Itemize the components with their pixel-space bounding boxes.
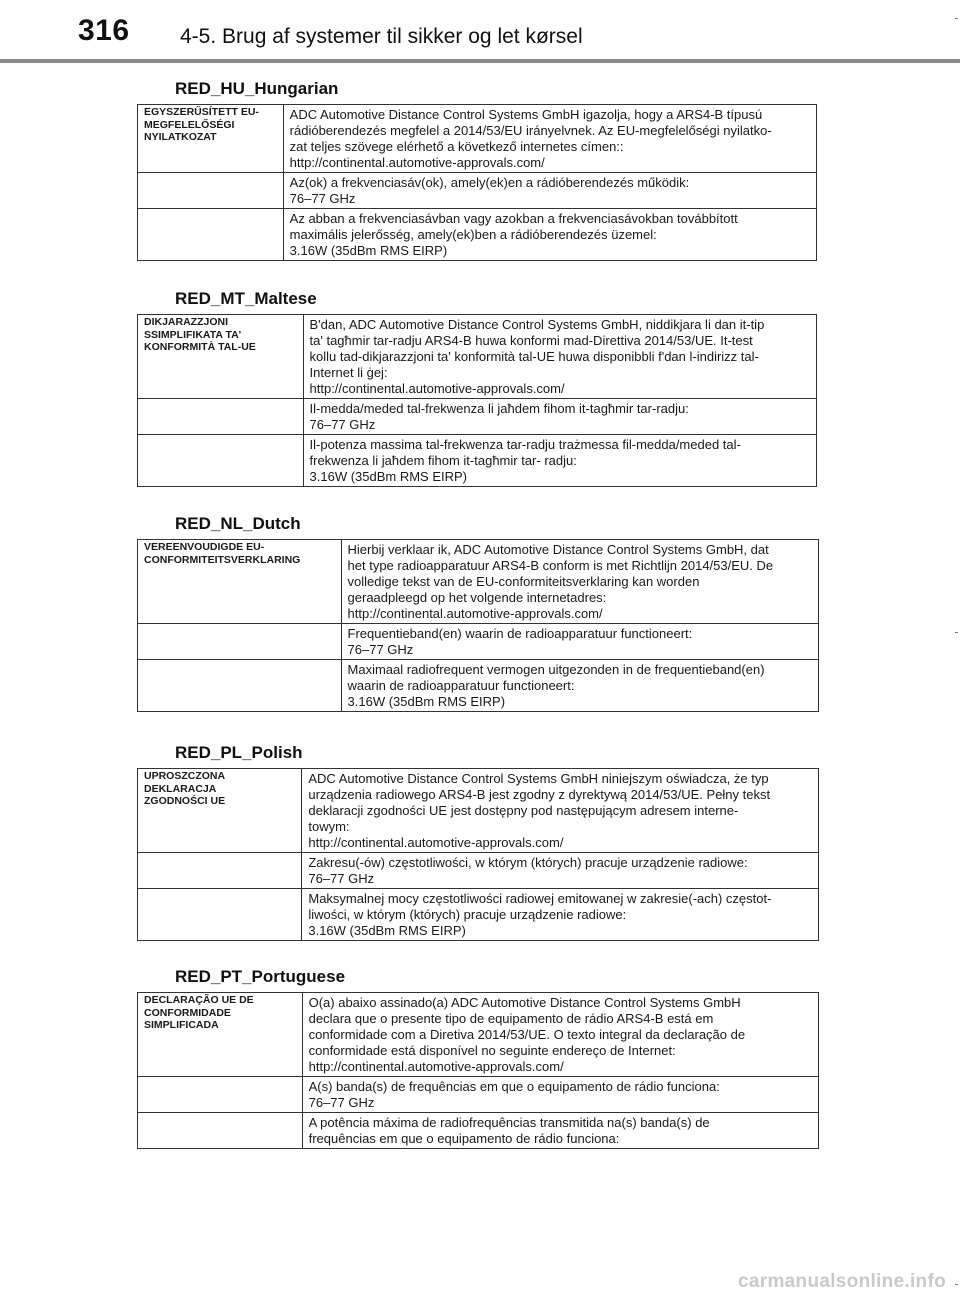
margin-tick bbox=[955, 632, 958, 633]
table-row bbox=[138, 1077, 819, 1113]
text-cell bbox=[283, 173, 816, 209]
text-line: A potência máxima de radiofrequências transmitida na(s) banda(s) de bbox=[308, 1115, 710, 1130]
text-line: Il-medda/meded tal-frekwenza li jaħdem fihom it-tagħmir tar-radju: bbox=[309, 401, 689, 416]
watermark: carmanualsonline.info bbox=[738, 1271, 946, 1292]
text-line: A(s) banda(s) de frequências em que o equipamento de rádio funciona: bbox=[308, 1079, 720, 1094]
table-row bbox=[138, 399, 817, 435]
url-text: http://continental.automotive-approvals.com/ bbox=[308, 835, 564, 850]
text-cell bbox=[341, 540, 818, 624]
empty-cell bbox=[138, 889, 302, 941]
power-value: 3.16W (35dBm RMS EIRP) bbox=[347, 694, 506, 709]
header-rule bbox=[0, 59, 960, 63]
text-line: volledige tekst van de EU-conformiteitsverklaring kan worden bbox=[347, 574, 700, 589]
empty-cell bbox=[138, 435, 304, 487]
text-line: zat teljes szövege elérhető a következő internetes címen:: bbox=[289, 139, 624, 154]
text-line: Hierbij verklaar ik, ADC Automotive Distance Control Systems GmbH, dat bbox=[347, 542, 769, 557]
label-cell bbox=[138, 315, 304, 399]
empty-cell bbox=[138, 853, 302, 889]
table-row bbox=[138, 540, 819, 624]
text-cell bbox=[302, 769, 819, 853]
margin-tick bbox=[955, 1284, 958, 1285]
table-row bbox=[138, 853, 819, 889]
table-row bbox=[138, 315, 817, 399]
label-cell bbox=[138, 540, 342, 624]
text-cell bbox=[302, 889, 819, 941]
label-line: ZGODNOŚCI UE bbox=[144, 795, 226, 807]
text-line: Maksymalnej mocy częstotliwości radiowej emitowanej w zakresie(-ach) częstot- bbox=[308, 891, 772, 906]
text-cell bbox=[302, 993, 818, 1077]
table-row bbox=[138, 889, 819, 941]
text-line: ADC Automotive Distance Control Systems GmbH niniejszym oświadcza, że typ bbox=[308, 771, 769, 786]
text-line: Az abban a frekvenciasávban vagy azokban a frekvenciasávokban továbbított bbox=[289, 211, 738, 226]
table-row bbox=[138, 660, 819, 712]
label-line: DEKLARACJA bbox=[144, 782, 217, 795]
declaration-table bbox=[137, 768, 819, 941]
label-line: VEREENVOUDIGDE EU- bbox=[144, 541, 265, 553]
text-line: Az(ok) a frekvenciasáv(ok), amely(ek)en a rádióberendezés működik: bbox=[289, 175, 690, 190]
section-heading: RED_NL_Dutch bbox=[175, 514, 301, 533]
text-line: frequências em que o equipamento de rádio funciona: bbox=[308, 1131, 620, 1146]
label-cell bbox=[138, 769, 302, 853]
label-line: EGYSZERŰSÍTETT EU- bbox=[144, 106, 259, 118]
empty-cell bbox=[138, 209, 284, 261]
text-line: waarin de radioapparatuur functioneert: bbox=[347, 678, 575, 693]
empty-cell bbox=[138, 1113, 303, 1149]
power-value: 3.16W (35dBm RMS EIRP) bbox=[289, 243, 448, 258]
label-line: DIKJARAZZJONI bbox=[144, 316, 229, 328]
table-row bbox=[138, 173, 817, 209]
text-line: maximális jelerősség, amely(ek)ben a rádióberendezés üzemel: bbox=[289, 227, 657, 242]
label-line: KONFORMITÀ TAL-UE bbox=[144, 341, 256, 353]
table-row bbox=[138, 1113, 819, 1149]
table-row bbox=[138, 435, 817, 487]
table-row bbox=[138, 993, 819, 1077]
label-line: SIMPLIFICADA bbox=[144, 1019, 219, 1031]
url-text: http://continental.automotive-approvals.com/ bbox=[308, 1059, 564, 1074]
label-line: UPROSZCZONA bbox=[144, 770, 226, 782]
text-line: Il-potenza massima tal-frekwenza tar-radju trażmessa fil-medda/meded tal- bbox=[309, 437, 741, 452]
text-cell bbox=[302, 853, 819, 889]
label-line: DECLARAÇÃO UE DE bbox=[144, 994, 254, 1006]
text-line: O(a) abaixo assinado(a) ADC Automotive Distance Control Systems GmbH bbox=[308, 995, 741, 1010]
text-line: rádióberendezés megfelel a 2014/53/EU irányelvnek. Az EU-megfelelőségi nyilatko- bbox=[289, 123, 772, 138]
frequency-value: 76–77 GHz bbox=[347, 642, 414, 657]
text-line: deklaracji zgodności UE jest dostępny pod następującym adresem interne- bbox=[308, 803, 739, 818]
text-cell bbox=[303, 399, 816, 435]
power-value: 3.16W (35dBm RMS EIRP) bbox=[309, 469, 468, 484]
url-text: http://continental.automotive-approvals.com/ bbox=[309, 381, 565, 396]
text-cell bbox=[341, 624, 818, 660]
text-cell bbox=[302, 1113, 818, 1149]
text-line: Zakresu(-ów) częstotliwości, w którym (których) pracuje urządzenie radiowe: bbox=[308, 855, 748, 870]
empty-cell bbox=[138, 624, 342, 660]
text-cell bbox=[283, 105, 816, 173]
url-text: http://continental.automotive-approvals.com/ bbox=[289, 155, 545, 170]
chapter-title: 4-5. Brug af systemer til sikker og let kørsel bbox=[180, 25, 583, 48]
page-header bbox=[0, 0, 960, 64]
text-line: declara que o presente tipo de equipamento de rádio ARS4-B está em bbox=[308, 1011, 714, 1026]
frequency-value: 76–77 GHz bbox=[308, 1095, 375, 1110]
power-value: 3.16W (35dBm RMS EIRP) bbox=[308, 923, 466, 938]
label-line: SSIMPLIFIKATA TA' bbox=[144, 328, 242, 341]
label-line: NYILATKOZAT bbox=[144, 131, 217, 143]
label-line: CONFORMITEITSVERKLARING bbox=[144, 553, 301, 566]
text-line: towym: bbox=[308, 819, 350, 834]
label-cell bbox=[138, 993, 303, 1077]
table-row bbox=[138, 624, 819, 660]
text-line: B'dan, ADC Automotive Distance Control Systems GmbH, niddikjara li dan it-tip bbox=[309, 317, 765, 332]
frequency-value: 76–77 GHz bbox=[309, 417, 376, 432]
page-number: 316 bbox=[78, 14, 130, 47]
empty-cell bbox=[138, 173, 284, 209]
text-line: Frequentieband(en) waarin de radioapparatuur functioneert: bbox=[347, 626, 693, 641]
table-row bbox=[138, 105, 817, 173]
text-cell bbox=[303, 315, 816, 399]
label-line: MEGFELELŐSÉGI bbox=[144, 118, 235, 131]
text-cell bbox=[283, 209, 816, 261]
margin-tick bbox=[955, 18, 958, 19]
section-heading: RED_HU_Hungarian bbox=[175, 79, 339, 98]
empty-cell bbox=[138, 1077, 303, 1113]
text-line: het type radioapparatuur ARS4-B conform is met Richtlijn 2014/53/EU. De bbox=[347, 558, 774, 573]
text-cell bbox=[302, 1077, 818, 1113]
frequency-value: 76–77 GHz bbox=[308, 871, 375, 886]
empty-cell bbox=[138, 399, 304, 435]
text-line: ta' tagħmir tar-radju ARS4-B huwa konformi mad-Direttiva 2014/53/UE. It-test bbox=[309, 333, 753, 348]
text-cell bbox=[341, 660, 818, 712]
empty-cell bbox=[138, 660, 342, 712]
text-line: kollu tad-dikjarazzjoni ta' konformità tal-UE huwa disponibbli f'dan l-indirizz tal- bbox=[309, 349, 759, 364]
text-line: liwości, w którym (których) pracuje urządzenie radiowe: bbox=[308, 907, 627, 922]
url-text: http://continental.automotive-approvals.com/ bbox=[347, 606, 603, 621]
text-line: conformidade com a Diretiva 2014/53/UE. O texto integral da declaração de bbox=[308, 1027, 746, 1042]
text-line: Internet li ġej: bbox=[309, 365, 388, 380]
text-line: geraadpleegd op het volgende internetadres: bbox=[347, 590, 607, 605]
table-row bbox=[138, 209, 817, 261]
declaration-table bbox=[137, 104, 817, 261]
text-line: ADC Automotive Distance Control Systems GmbH igazolja, hogy a ARS4-B típusú bbox=[289, 107, 763, 122]
text-line: conformidade está disponível no seguinte endereço de Internet: bbox=[308, 1043, 676, 1058]
declaration-table bbox=[137, 992, 819, 1149]
declaration-table bbox=[137, 539, 819, 712]
section-heading: RED_PT_Portuguese bbox=[175, 967, 346, 986]
label-cell bbox=[138, 105, 284, 173]
text-line: frekwenza li jaħdem fihom it-tagħmir tar- radju: bbox=[309, 453, 577, 468]
table-row bbox=[138, 769, 819, 853]
text-cell bbox=[303, 435, 816, 487]
section-heading: RED_MT_Maltese bbox=[175, 289, 317, 308]
declaration-table bbox=[137, 314, 817, 487]
frequency-value: 76–77 GHz bbox=[289, 191, 356, 206]
section-heading: RED_PL_Polish bbox=[175, 743, 303, 762]
text-line: Maximaal radiofrequent vermogen uitgezonden in de frequentieband(en) bbox=[347, 662, 765, 677]
text-line: urządzenia radiowego ARS4-B jest zgodny z dyrektywą 2014/53/UE. Pełny tekst bbox=[308, 787, 771, 802]
label-line: CONFORMIDADE bbox=[144, 1006, 231, 1019]
